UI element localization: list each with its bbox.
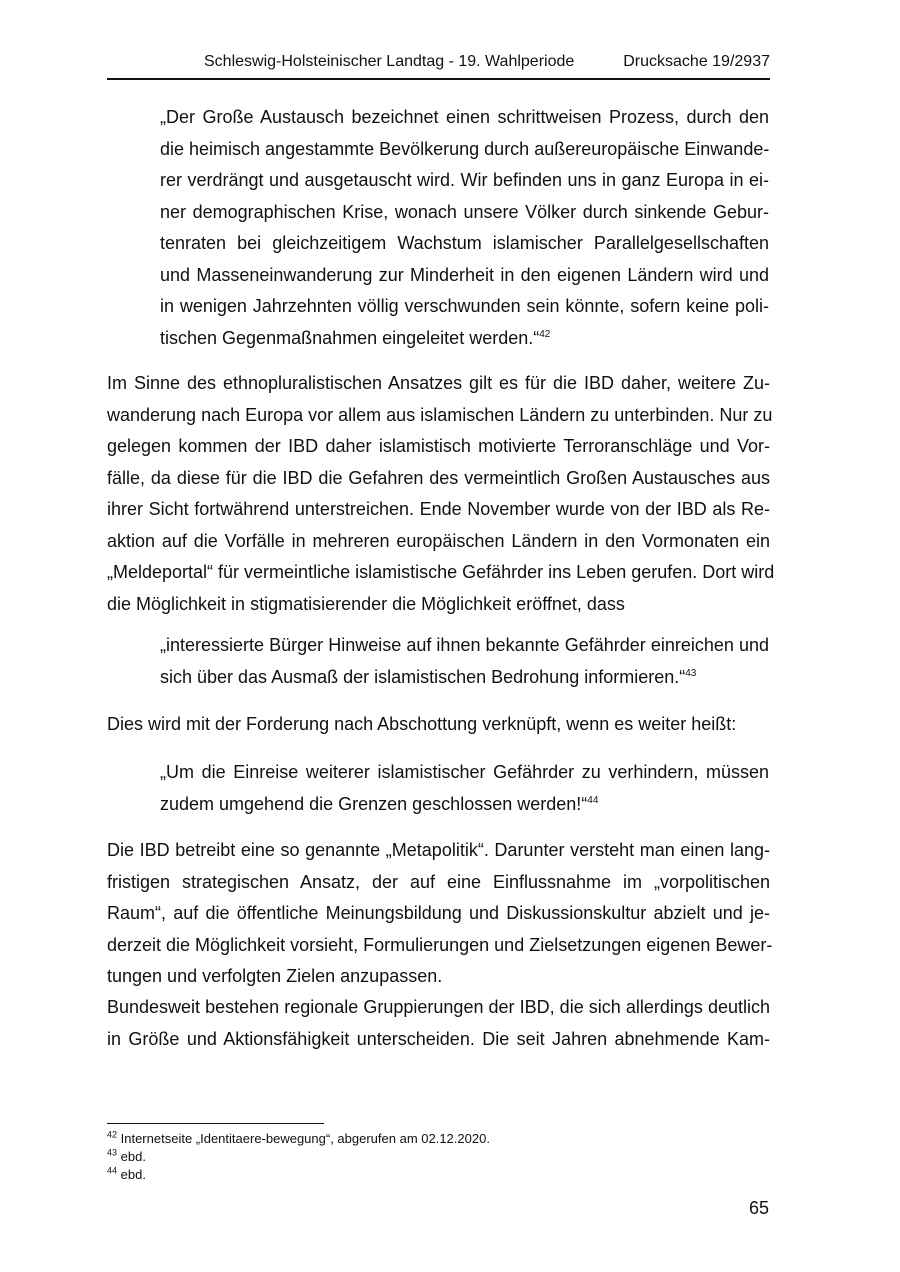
text-line-last	[160, 323, 769, 355]
text-line-last: Dies wird mit der Forderung nach Abschottung verknüpft, wenn es weiter heißt:	[107, 714, 737, 734]
text-line: fristigen strategischen Ansatz, der auf eine Einflussnahme im „vorpolitischen	[107, 871, 770, 892]
text-line: derzeit die Möglichkeit vorsieht, Formulierungen und Zielsetzungen eigenen Bewer-	[107, 934, 773, 955]
text-line-last	[160, 662, 769, 694]
text-line: gelegen kommen der IBD daher islamistisch motivierte Terroranschläge und Vor-	[107, 436, 770, 456]
text-line: aktion auf die Vorfälle in mehreren europäischen Ländern in den Vormonaten ein	[107, 530, 770, 551]
text-line-last	[160, 789, 769, 821]
footnote-text: ebd.	[117, 1149, 146, 1164]
header-document-number: Drucksache 19/2937	[623, 53, 770, 70]
text-line: fälle, da diese für die IBD die Gefahren des vermeintlich Großen Austausches aus	[107, 467, 770, 488]
text-line: Im Sinne des ethnopluralistischen Ansatzes gilt es für die IBD daher, weitere Zu-	[107, 373, 770, 393]
text-line: die heimisch angestammte Bevölkerung durch außereuropäische Einwande-	[160, 138, 770, 159]
quote-text: tischen Gegenmaßnahmen eingeleitet werden.“	[160, 327, 540, 348]
paragraph-1	[107, 368, 775, 620]
footnote	[107, 1130, 770, 1148]
text-line: in Größe und Aktionsfähigkeit unterscheiden. Die seit Jahren abnehmende Kam-	[107, 1028, 770, 1049]
footnote-divider	[107, 1123, 324, 1124]
footnote-ref[interactable]: 44	[587, 794, 599, 806]
text-line: ihrer Sicht fortwährend unterstreichen. Ende November wurde von der IBD als Re-	[107, 499, 770, 519]
text-line: „Der Große Austausch bezeichnet einen schrittweisen Prozess, durch den	[160, 107, 769, 127]
block-quote-2	[160, 630, 769, 693]
text-line: Bundesweit bestehen regionale Gruppierungen der IBD, die sich allerdings deutlich	[107, 997, 770, 1017]
block-quote-3	[160, 757, 769, 820]
text-line-last: die Möglichkeit in stigmatisierender die Möglichkeit eröffnet, dass	[107, 593, 625, 614]
text-line-last: tungen und verfolgten Zielen anzupassen.	[107, 966, 443, 986]
page-number: 65	[748, 1198, 769, 1218]
paragraph-4	[107, 992, 770, 1055]
footnote-number: 43	[107, 1147, 118, 1158]
footnote	[107, 1166, 770, 1184]
text-line: wanderung nach Europa vor allem aus islamischen Ländern zu unterbinden. Nur zu	[107, 404, 773, 425]
text-line: in wenigen Jahrzehnten völlig verschwunden sein könnte, sofern keine poli-	[160, 296, 769, 316]
footnote-number: 44	[107, 1165, 118, 1176]
paragraph-3	[107, 835, 773, 993]
text-line: ner demographischen Krise, wonach unsere Völker durch sinkende Gebur-	[160, 201, 769, 222]
footnote-number: 42	[107, 1129, 118, 1140]
footnote	[107, 1148, 770, 1166]
quote-text: zudem umgehend die Grenzen geschlossen werden!“	[160, 793, 588, 814]
text-line: Die IBD betreibt eine so genannte „Metapolitik“. Darunter versteht man einen lang-	[107, 840, 770, 860]
footnotes	[107, 1130, 770, 1184]
text-line: „Um die Einreise weiterer islamistischer Gefährder zu verhindern, müssen	[160, 762, 769, 782]
text-line: Raum“, auf die öffentliche Meinungsbildung und Diskussionskultur abzielt und je-	[107, 903, 770, 923]
text-line: tenraten bei gleichzeitigem Wachstum islamischer Parallelgesellschaften	[160, 233, 769, 253]
paragraph-2	[107, 709, 770, 741]
footnote-text: ebd.	[117, 1167, 146, 1182]
header-title: Schleswig-Holsteinischer Landtag - 19. Wahlperiode	[204, 53, 575, 70]
footnote-text: Internetseite „Identitaere-bewegung“, abgerufen am 02.12.2020.	[117, 1131, 490, 1146]
block-quote-1	[160, 102, 769, 354]
footnote-ref[interactable]: 42	[539, 328, 551, 340]
quote-text: sich über das Ausmaß der islamistischen Bedrohung informieren.“	[160, 666, 686, 687]
text-line: „Meldeportal“ für vermeintliche islamistische Gefährder ins Leben gerufen. Dort wird	[107, 562, 775, 582]
page-header	[107, 44, 770, 80]
text-line: „interessierte Bürger Hinweise auf ihnen bekannte Gefährder einreichen und	[160, 635, 769, 655]
footnote-ref[interactable]: 43	[685, 667, 697, 679]
text-line: und Masseneinwanderung zur Minderheit in den eigenen Ländern wird und	[160, 264, 769, 285]
text-line: rer verdrängt und ausgetauscht wird. Wir befinden uns in ganz Europa in ei-	[160, 170, 769, 190]
